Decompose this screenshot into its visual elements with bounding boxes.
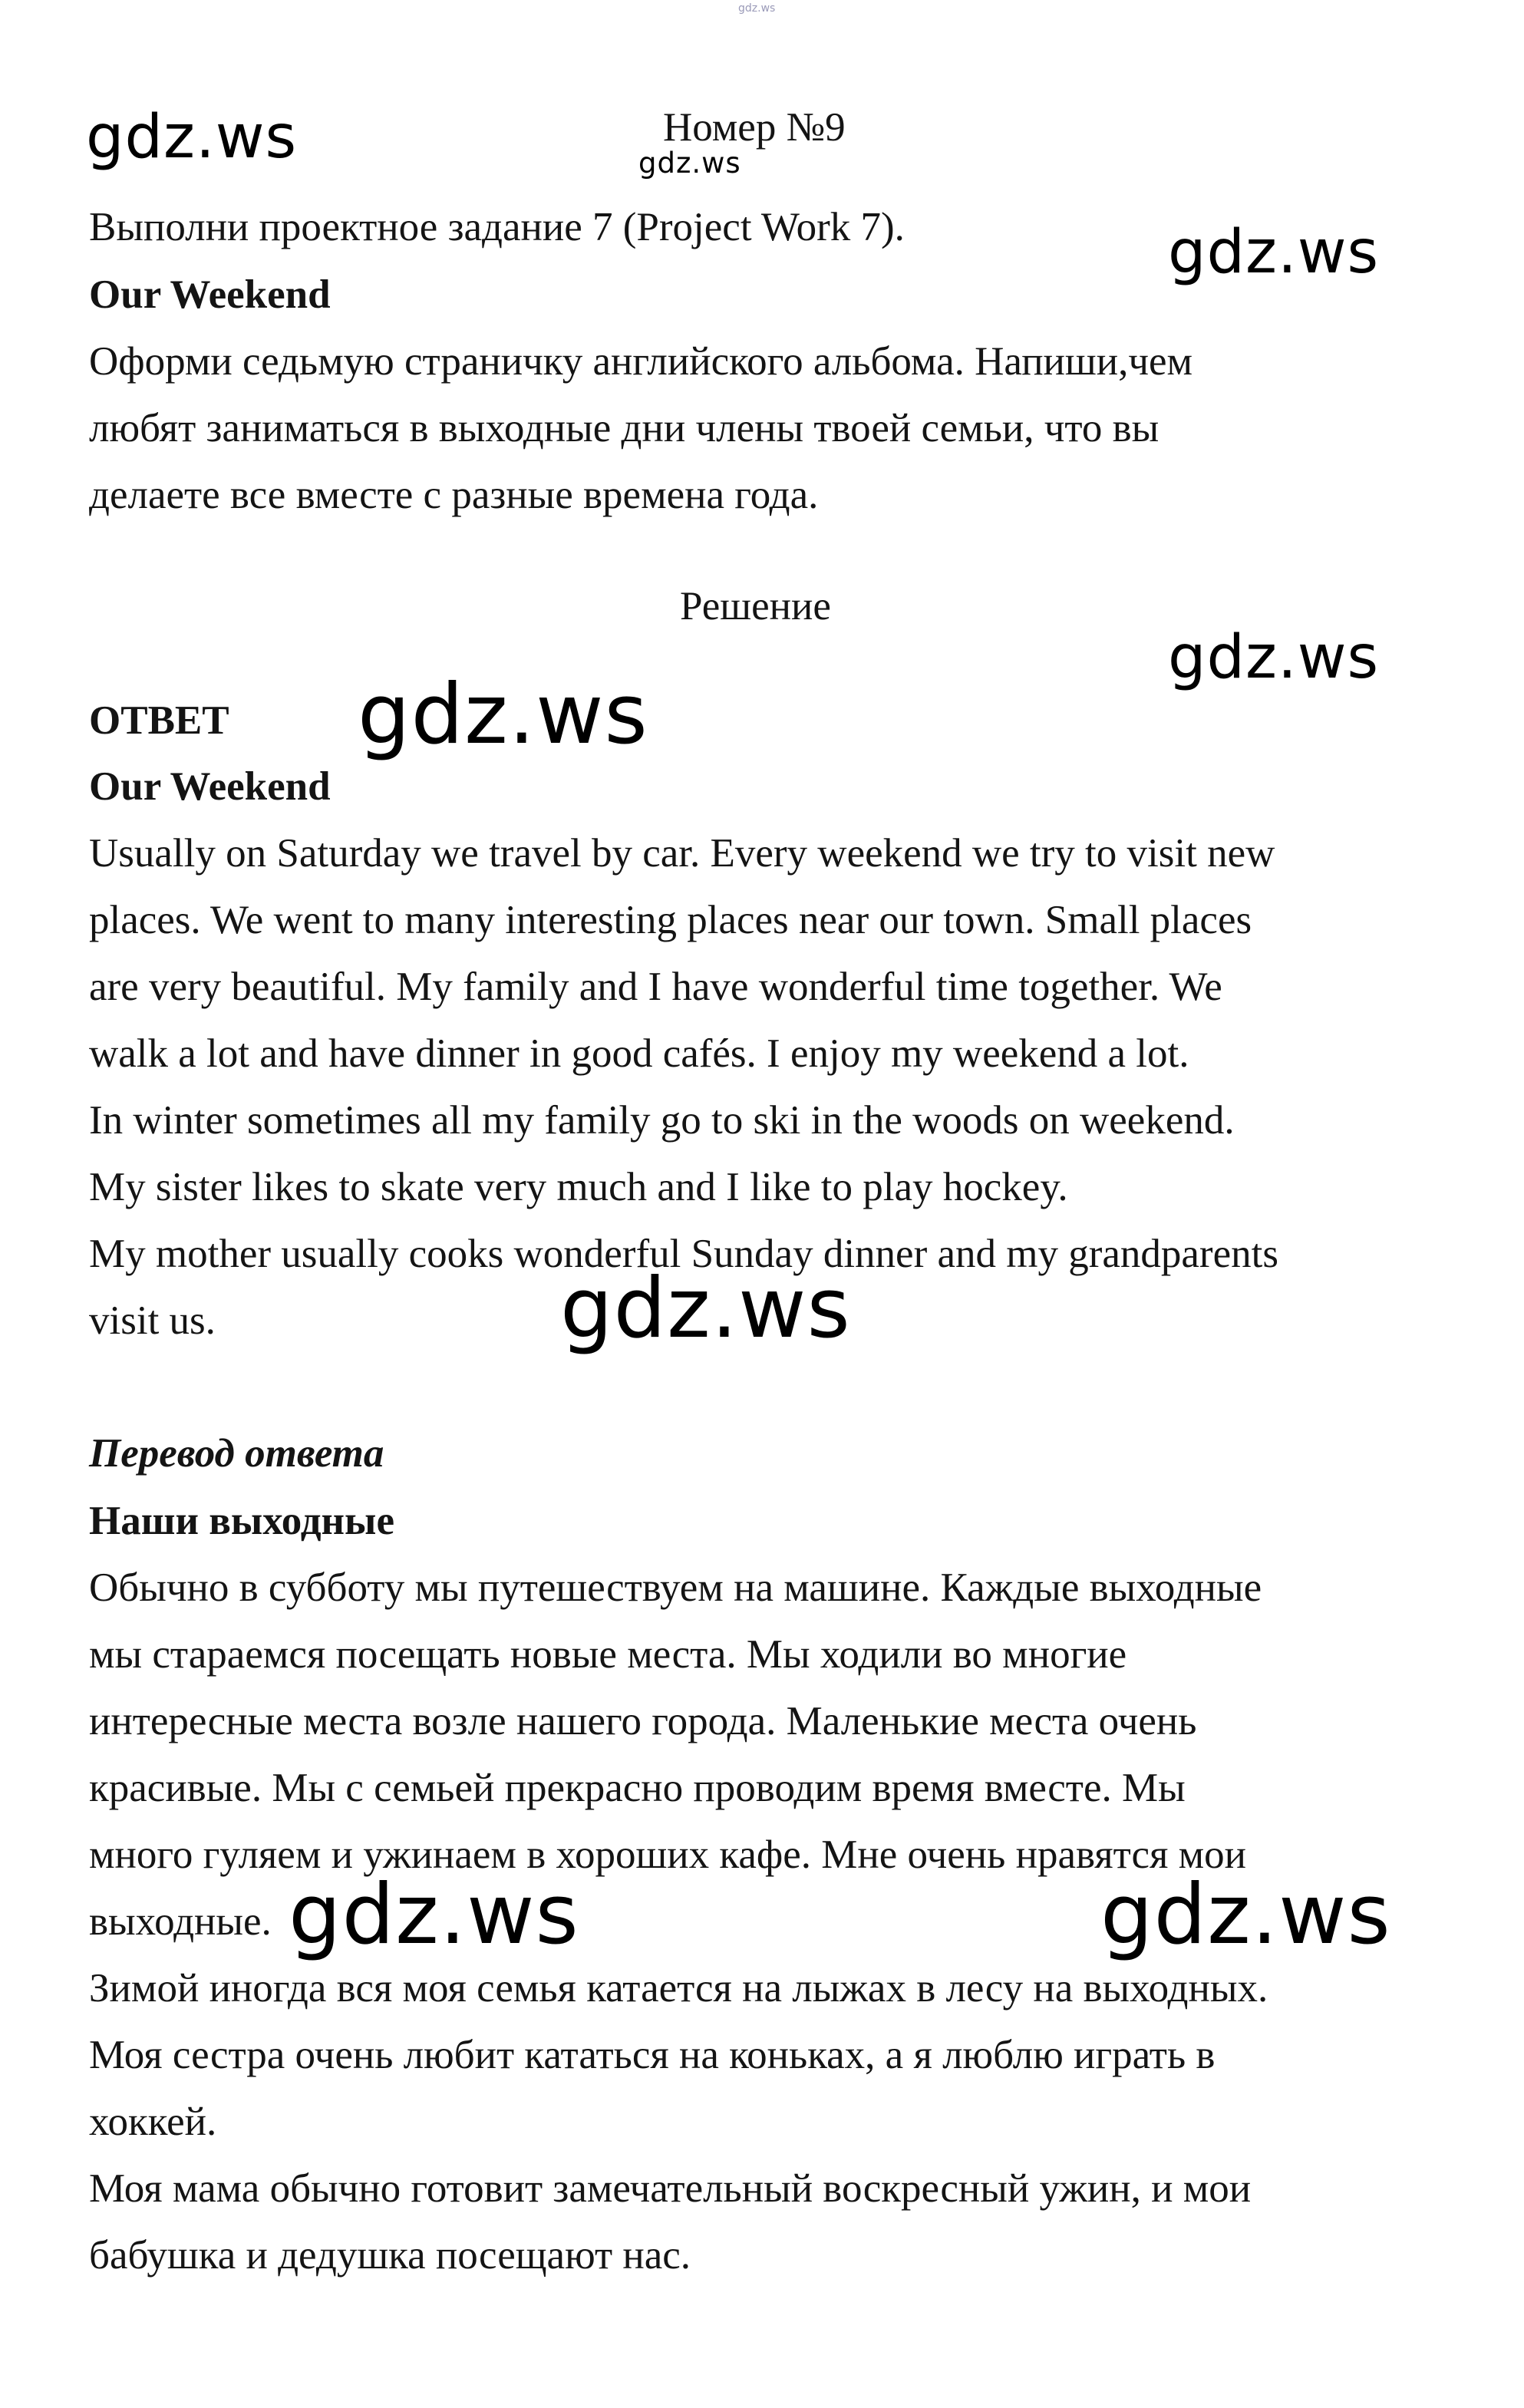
watermark: gdz.ws — [560, 1261, 851, 1357]
translation-line: Обычно в субботу мы путешествуем на машине. Каждые выходные — [89, 1565, 1262, 1610]
answer-heading: Our Weekend — [89, 764, 331, 809]
watermark: gdz.ws — [289, 1867, 579, 1963]
watermark: gdz.ws — [358, 667, 648, 763]
watermark: gdz.ws — [638, 147, 741, 180]
translation-line: Моя сестра очень любит кататься на коньках, а я люблю играть в — [89, 2033, 1216, 2077]
watermark: gdz.ws — [1168, 218, 1380, 287]
solution-label: Решение — [680, 584, 831, 628]
translation-label: Перевод ответа — [89, 1431, 384, 1476]
translation-line: бабушка и дедушка посещают нас. — [89, 2233, 691, 2278]
answer-line: visit us. — [89, 1298, 216, 1343]
translation-heading: Наши выходные — [89, 1499, 394, 1543]
translation-line: хоккей. — [89, 2100, 217, 2144]
answer-line: My sister likes to skate very much and I like to play hockey. — [89, 1165, 1068, 1209]
answer-line: My mother usually cooks wonderful Sunday dinner and my grandparents — [89, 1232, 1278, 1276]
answer-line: Usually on Saturday we travel by car. Every weekend we try to visit new — [89, 831, 1275, 876]
watermark: gdz.ws — [86, 103, 298, 172]
task-description-line: Оформи седьмую страничку английского альбома. Напиши,чем — [89, 339, 1193, 384]
answer-line: are very beautiful. My family and I have wonderful time together. We — [89, 965, 1222, 1009]
page-title: Номер №9 — [663, 105, 846, 150]
answer-label: ОТВЕТ — [89, 698, 229, 743]
translation-line: Зимой иногда вся моя семья катается на лыжах в лесу на выходных. — [89, 1966, 1268, 2011]
task-description-line: любят заниматься в выходные дни члены твоей семьи, что вы — [89, 406, 1159, 450]
translation-line: выходные. — [89, 1899, 272, 1944]
answer-line: In winter sometimes all my family go to ski in the woods on weekend. — [89, 1098, 1235, 1143]
answer-line: walk a lot and have dinner in good cafés. I enjoy my weekend a lot. — [89, 1031, 1189, 1076]
translation-line: красивые. Мы с семьей прекрасно проводим время вместе. Мы — [89, 1766, 1186, 1810]
task-heading: Our Weekend — [89, 272, 331, 317]
answer-line: places. We went to many interesting places near our town. Small places — [89, 898, 1252, 942]
translation-line: много гуляем и ужинаем в хороших кафе. Мне очень нравятся мои — [89, 1832, 1247, 1877]
watermark: gdz.ws — [1100, 1867, 1391, 1963]
watermark: gdz.ws — [738, 2, 776, 15]
translation-line: Моя мама обычно готовит замечательный воскресный ужин, и мои — [89, 2166, 1252, 2211]
translation-line: интересные места возле нашего города. Маленькие места очень — [89, 1699, 1197, 1743]
task-description-line: делаете все вместе с разные времена года. — [89, 473, 819, 517]
task-instruction: Выполни проектное задание 7 (Project Work 7). — [89, 205, 905, 249]
translation-line: мы стараемся посещать новые места. Мы ходили во многие — [89, 1632, 1127, 1677]
watermark: gdz.ws — [1168, 623, 1380, 692]
